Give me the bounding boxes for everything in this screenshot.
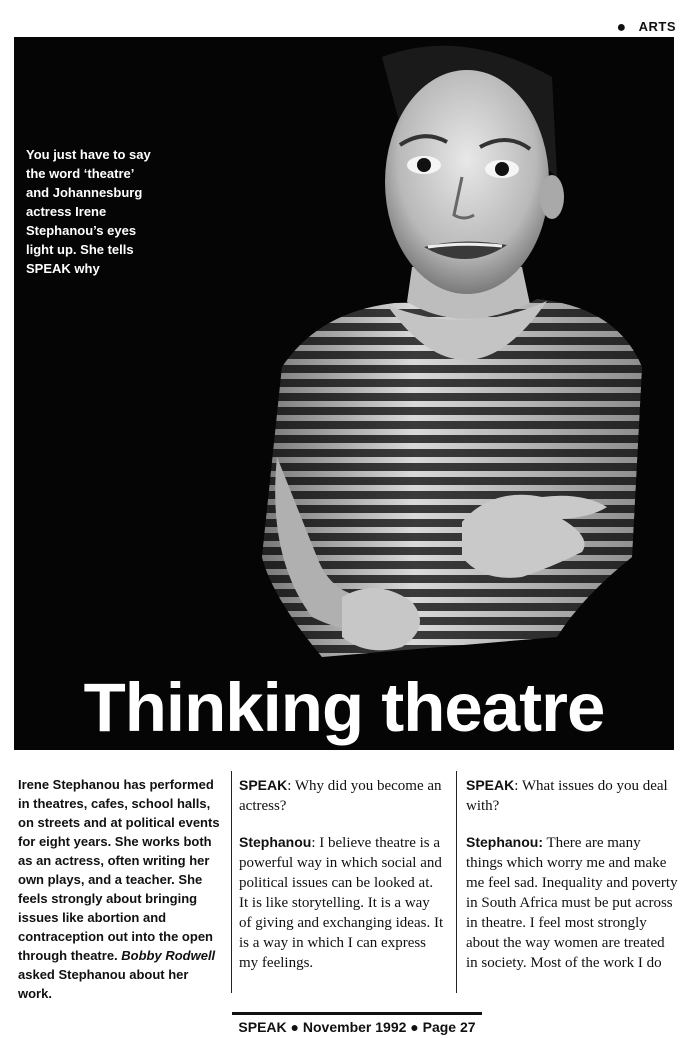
- section-label: [616, 18, 676, 36]
- column-divider: [231, 771, 232, 993]
- intro-text: Irene Stephanou has performed in theatres, cafes, school halls, on streets and at political events for eight years. She works both as an actress, often writing her own plays, and a teacher. She feels strongly about bringing issues like abortion and contraception out into the open through theatre.: [18, 777, 220, 963]
- section-label-text: ARTS: [638, 19, 676, 34]
- answer-speaker: Stephanou: [239, 834, 312, 850]
- qa-column-1: [239, 775, 444, 989]
- column-divider: [456, 771, 457, 993]
- intro-column: [18, 775, 223, 1003]
- question-text: : Why did you become an actress?: [239, 778, 442, 814]
- answer-speaker: Stephanou:: [466, 834, 543, 850]
- question-text: : What issues do you deal with?: [466, 778, 668, 814]
- standfirst: You just have to say the word ‘theatre’ and Johannesburg actress Irene Stephanou’s eyes light up. She tells SPEAK why: [26, 147, 151, 276]
- answer-1: [239, 832, 444, 973]
- question-speaker: SPEAK: [239, 777, 288, 793]
- qa-column-2: [466, 775, 678, 989]
- intro-text-end: asked Stephanou about her work.: [18, 967, 189, 1001]
- page-footer: SPEAK ● November 1992 ● Page 27: [238, 1019, 476, 1035]
- answer-text: There are many things which worry me and make me feel sad. Inequality and poverty in South Africa must be put across in theatre. I feel most strongly about the way women are treated in society. Most of the work I do: [466, 835, 678, 971]
- question-speaker: SPEAK: [466, 777, 515, 793]
- question-2: [466, 775, 678, 816]
- hero-photo-block: [14, 37, 674, 750]
- portrait-photo: [162, 37, 674, 667]
- author-name: Bobby Rodwell: [121, 948, 216, 963]
- headline: Thinking theatre: [83, 669, 605, 746]
- question-1: [239, 775, 444, 816]
- footer-rule: [232, 1012, 482, 1015]
- bullet-icon: ●: [616, 19, 627, 36]
- answer-2: [466, 832, 678, 973]
- answer-text: : I believe theatre is a powerful way in which social and political issues can be looked at. It is like storytelling. It is a way of giving and exchanging ideas. It is a way in which I can express my feelings.: [239, 835, 444, 971]
